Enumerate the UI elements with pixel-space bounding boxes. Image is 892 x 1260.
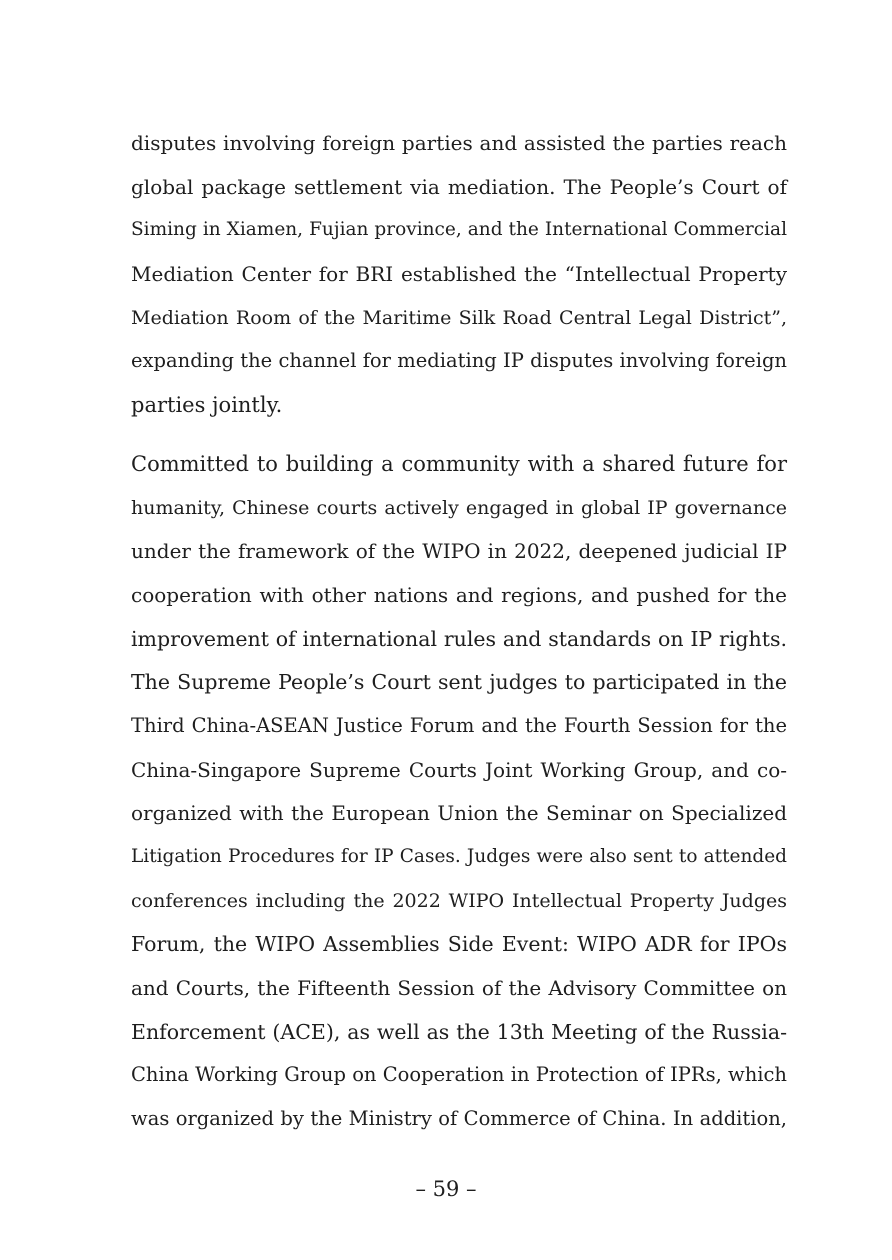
paragraph-line: Forum, the WIPO Assemblies Side Event: WIPO ADR for IPOs (131, 932, 787, 956)
paragraph-line: The Supreme People’s Court sent judges to participated in the (131, 670, 787, 694)
paragraph-line: and Courts, the Fifteenth Session of the Advisory Committee on (131, 976, 787, 1000)
paragraph-line: Mediation Center for BRI established the “Intellectual Property (131, 262, 787, 286)
paragraph-line: Mediation Room of the Maritime Silk Road Central Legal District”, (131, 307, 787, 329)
paragraph-line: cooperation with other nations and regions, and pushed for the (131, 583, 787, 607)
paragraph-line: conferences including the 2022 WIPO Intellectual Property Judges (131, 890, 787, 912)
paragraph-line: expanding the channel for mediating IP disputes involving foreign (131, 349, 787, 372)
paragraph-line: was organized by the Ministry of Commerce of China. In addition, (131, 1107, 787, 1130)
paragraph-line: humanity, Chinese courts actively engaged in global IP governance (131, 497, 787, 519)
paragraph-line: Third China-ASEAN Justice Forum and the Fourth Session for the (131, 714, 787, 737)
paragraph-line: Litigation Procedures for IP Cases. Judges were also sent to attended (131, 846, 787, 867)
paragraph-line: organized with the European Union the Seminar on Specialized (131, 801, 787, 825)
paragraph-line: Committed to building a community with a shared future for (131, 452, 787, 476)
paragraph-line: Siming in Xiamen, Fujian province, and the International Commercial (131, 219, 787, 240)
paragraph-line: China-Singapore Supreme Courts Joint Working Group, and co- (131, 758, 787, 782)
page-number: – 59 – (415, 1177, 477, 1201)
paragraph-line: global package settlement via mediation. The People’s Court of (131, 175, 787, 199)
paragraph-line: parties jointly. (131, 393, 283, 417)
paragraph-line: improvement of international rules and standards on IP rights. (131, 627, 787, 651)
paragraph-line: under the framework of the WIPO in 2022, deepened judicial IP (131, 539, 787, 563)
paragraph-line: disputes involving foreign parties and assisted the parties reach (131, 131, 787, 155)
paragraph-line: Enforcement (ACE), as well as the 13th Meeting of the Russia- (131, 1020, 787, 1044)
paragraph-line: China Working Group on Cooperation in Protection of IPRs, which (131, 1063, 787, 1086)
